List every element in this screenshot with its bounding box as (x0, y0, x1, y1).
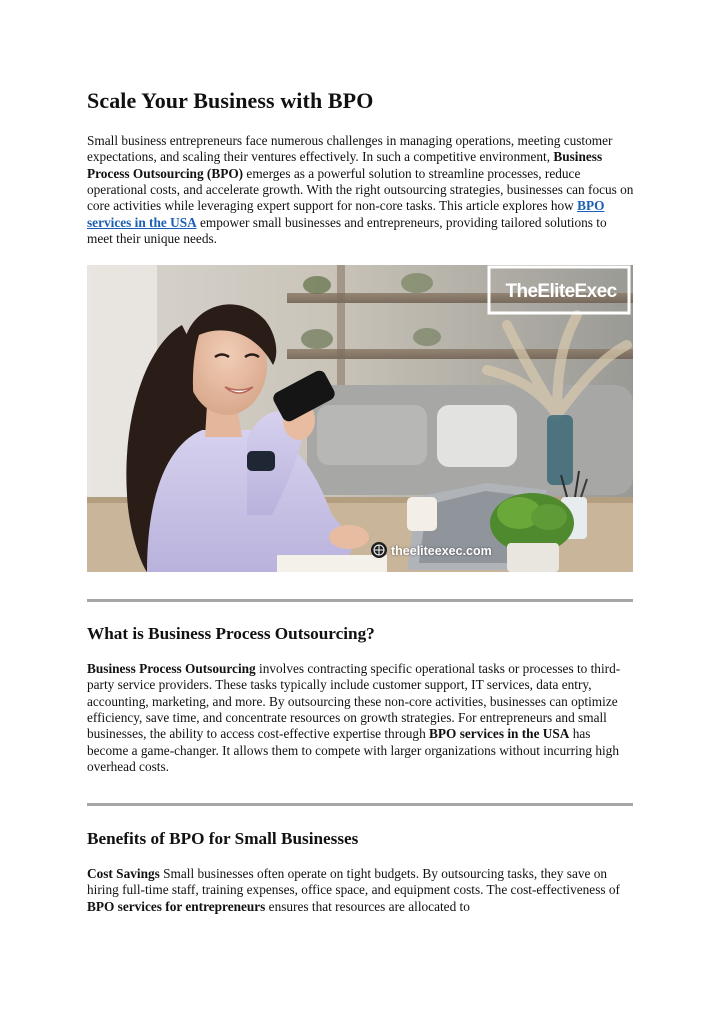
hero-photo-illustration (87, 265, 633, 572)
section2-bold-bpo-entrepreneurs: BPO services for entrepreneurs (87, 898, 266, 914)
intro-bold-bpo: Business Process Outsourcing (BPO) (87, 149, 603, 181)
intro-text-3: empower small businesses and entrepreneurs, providing tailored solutions to meet their unique needs. (87, 214, 607, 247)
section2-text-1: Small businesses often operate on tight budgets. By outsourcing tasks, they save on hiring full-time staff, training expenses, office space, and equipment costs. The cost-effectiveness of (87, 866, 620, 898)
intro-text-1: Small business entrepreneurs face numerous challenges in managing operations, meeting customer expectations, and scaling their ventures effectively. In such a competitive environment, (87, 133, 613, 165)
section-divider-1 (87, 599, 633, 602)
page-title: Scale Your Business with BPO (87, 88, 374, 113)
hero-watermark-text: theeliteexec.com (391, 544, 492, 558)
section1-bold-bpo-usa: BPO services in the USA (429, 726, 570, 742)
section1-paragraph (87, 661, 635, 775)
cost-savings-label: Cost Savings (87, 866, 160, 881)
section-divider-2 (87, 803, 633, 806)
section1-text-2: has become a game-changer. It allows them to compete with larger organizations without incurring high overhead costs. (87, 726, 619, 775)
section2-text-2: ensures that resources are allocated to (265, 898, 470, 914)
section2-paragraph (87, 866, 635, 915)
bpo-services-usa-link[interactable]: BPO services in the USA (87, 198, 605, 230)
section1-text-1: involves contracting specific operational tasks or processes to third-party service providers. These tasks typically include customer support, IT services, data entry, accounting, marketing, and more. By outsourcing these non-core activities, businesses can optimize efficiency, save time, and concentrate resources on growth strategies. For entrepreneurs and small businesses, the ability to access cost-effective expertise through (87, 661, 621, 742)
intro-text-2: emerges as a powerful solution to streamline processes, reduce operational costs, and accelerate growth. With the right outsourcing strategies, businesses can focus on core activities while leveraging expert support for non-core tasks. This article explores how (87, 165, 634, 214)
intro-paragraph (87, 133, 635, 247)
hero-logo-text: TheEliteExec (505, 281, 617, 302)
section1-bold-bpo: Business Process Outsourcing (87, 661, 256, 676)
section-heading-what-is-bpo: What is Business Process Outsourcing? (87, 624, 375, 643)
section-heading-benefits: Benefits of BPO for Small Businesses (87, 829, 359, 848)
hero-image (87, 265, 633, 572)
